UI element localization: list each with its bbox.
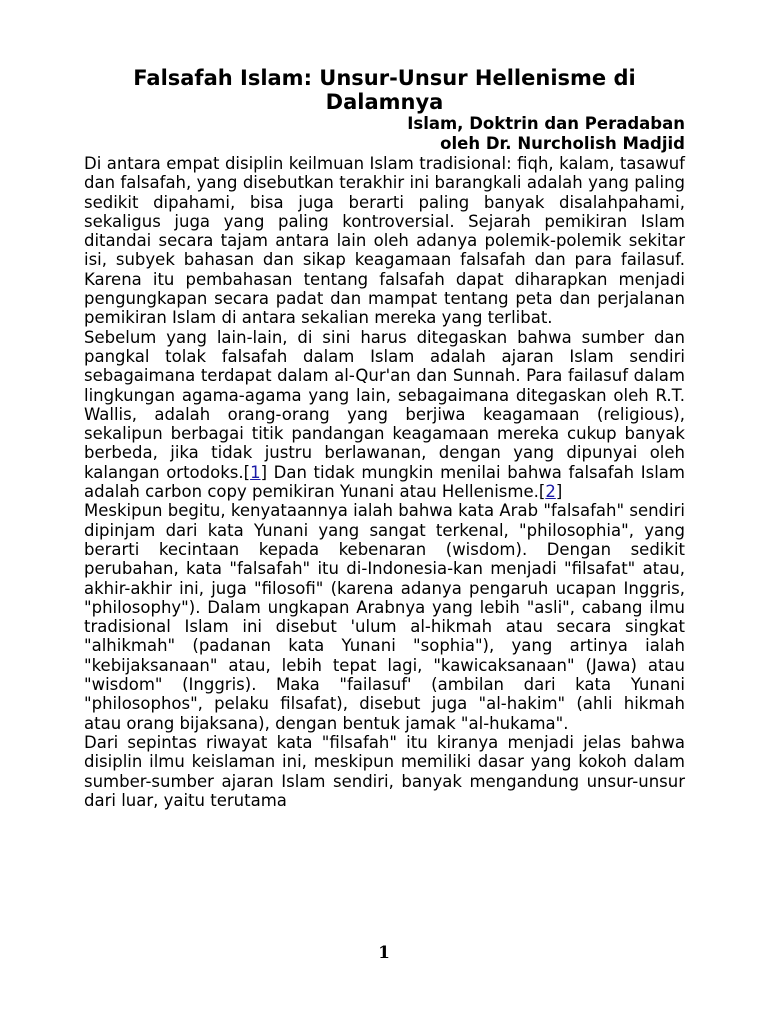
paragraph-2-text-c: ]	[555, 482, 563, 502]
footnote-link-1[interactable]: 1	[250, 462, 261, 482]
paragraph-3: Meskipun begitu, kenyataannya ialah bahwa kata Arab "falsafah" sendiri dipinjam dari kata Yunani yang sangat terkenal, "philosophia", yang berarti kecintaan kepada kebenaran (wisdom). Dengan sedikit perubahan, kata "falsafah" itu di-Indonesia-kan menjadi "filsafat" atau, akhir-akhir ini, juga "filosofi" (karena adanya pengaruh ucapan Inggris, "philosophy"). Dalam ungkapan Arabnya yang lebih "asli", cabang ilmu tradisional Islam ini disebut 'ulum al-hikmah atau secara singkat "alhikmah" (padanan kata Yunani "sophia"), yang artinya ialah "kebijaksanaan" atau, lebih tepat lagi, "kawicaksanaan" (Jawa) atau "wisdom" (Inggris). Maka "failasuf' (ambilan dari kata Yunani "philosophos", pelaku filsafat), disebut juga "al-hakim" (ahli hikmah atau orang bijaksana), dengan bentuk jamak "al-hukama".	[84, 501, 685, 733]
paragraph-2-text-a: Sebelum yang lain-lain, di sini harus ditegaskan bahwa sumber dan pangkal tolak falsafah dalam Islam adalah ajaran Islam sendiri sebagaimana terdapat dalam al-Qur'an dan Sunnah. Para failasuf dalam lingkungan agama-agama yang lain, sebagaimana ditegaskan oleh R.T. Wallis, adalah orang-orang yang berjiwa keagamaan (religious), sekalipun berbagai titik pandangan keagamaan mereka cukup banyak berbeda, jika tidak justru berlawanan, dengan yang dipunyai oleh kalangan ortodoks.[	[84, 327, 685, 482]
page-number: 1	[378, 943, 390, 963]
document-page	[84, 62, 685, 810]
byline-book-title: Islam, Doktrin dan Peradaban	[407, 114, 685, 133]
paragraph-1: Di antara empat disiplin keilmuan Islam tradisional: fiqh, kalam, tasawuf dan falsafah, yang disebutkan terakhir ini barangkali adalah yang paling sedikit dipahami, bisa juga berarti paling banyak disalahpahami, sekaligus juga yang paling kontroversial. Sejarah pemikiran Islam ditandai secara tajam antara lain oleh adanya polemik-polemik sekitar isi, subyek bahasan dan sikap keagamaan falsafah dan para failasuf. Karena itu pembahasan tentang falsafah dapat diharapkan menjadi pengungkapan secara padat dan mampat tentang peta dan perjalanan pemikiran Islam di antara sekalian mereka yang terlibat.	[84, 154, 685, 328]
paragraph-2	[84, 328, 685, 502]
byline-author: oleh Dr. Nurcholish Madjid	[440, 134, 685, 153]
document-title: Falsafah Islam: Unsur-Unsur Hellenisme di Dalamnya	[133, 66, 636, 114]
paragraph-4: Dari sepintas riwayat kata "filsafah" itu kiranya menjadi jelas bahwa disiplin ilmu keislaman ini, meskipun memiliki dasar yang kokoh dalam sumber-sumber ajaran Islam sendiri, banyak mengandung unsur-unsur dari luar, yaitu terutama	[84, 732, 685, 810]
paragraph-2-text-b: ] Dan tidak mungkin menilai bahwa falsafah Islam adalah carbon copy pemikiran Yunani atau Hellenisme.[	[84, 462, 685, 502]
footnote-link-2[interactable]: 2	[545, 482, 556, 502]
